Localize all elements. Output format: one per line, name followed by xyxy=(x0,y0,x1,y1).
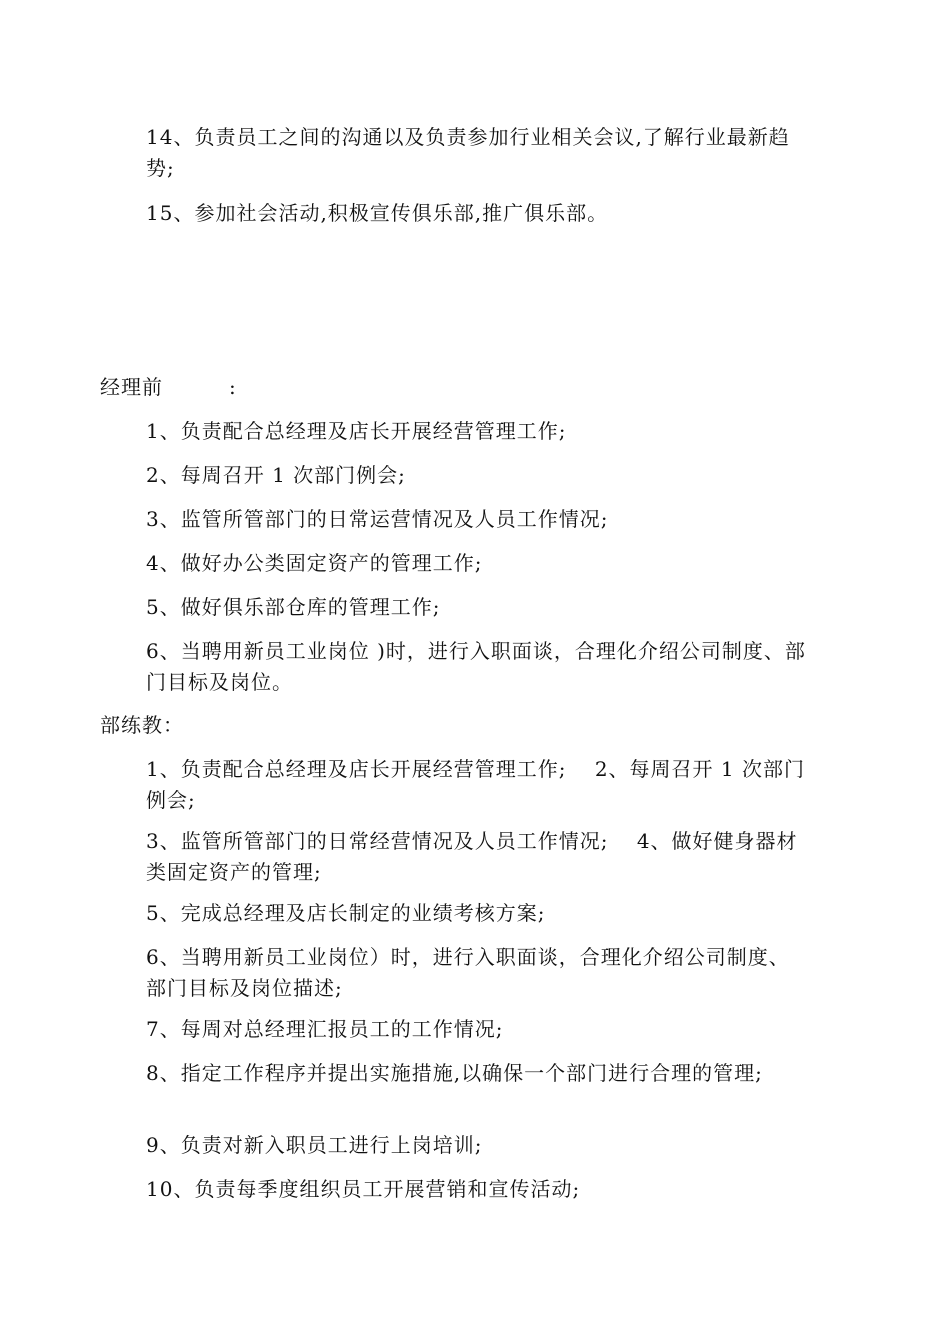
coach-item-9: 9、负责对新入职员工进行上岗培训; xyxy=(146,1133,483,1157)
manager-item-5: 5、做好俱乐部仓库的管理工作; xyxy=(146,595,441,619)
manager-item-3: 3、监管所管部门的日常运营情况及人员工作情况; xyxy=(146,507,609,531)
manager-item-4: 4、做好办公类固定资产的管理工作; xyxy=(146,551,483,575)
section-heading-coach: 部练教： xyxy=(100,713,184,737)
manager-item-2: 2、每周召开 1 次部门例会; xyxy=(146,463,406,487)
section-heading-manager xyxy=(100,372,237,402)
coach-item-7: 7、每周对总经理汇报员工的工作情况; xyxy=(146,1017,504,1041)
coach-item-3-4: 3、监管所管部门的日常经营情况及人员工作情况; 4、做好健身器材类固定资产的管理; xyxy=(146,829,798,884)
manager-item-1: 1、负责配合总经理及店长开展经营管理工作; xyxy=(146,419,567,443)
list-item-15: 15、参加社会活动,积极宣传俱乐部,推广俱乐部。 xyxy=(146,201,609,225)
section-heading-manager-colon: : xyxy=(229,375,237,399)
section-heading-manager-text: 经理前 xyxy=(100,375,163,399)
list-item-14: 14、负责员工之间的沟通以及负责参加行业相关会议,了解行业最新趋势; xyxy=(146,125,790,180)
coach-item-6: 6、当聘用新员工业岗位）时，进行入职面谈，合理化介绍公司制度、部门目标及岗位描述; xyxy=(146,945,790,1000)
coach-item-5: 5、完成总经理及店长制定的业绩考核方案; xyxy=(146,901,546,925)
coach-item-8: 8、指定工作程序并提出实施措施,以确保一个部门进行合理的管理; xyxy=(146,1061,763,1085)
manager-item-6: 6、当聘用新员工业岗位 )时，进行入职面谈，合理化介绍公司制度、部门目标及岗位。 xyxy=(146,639,806,694)
coach-item-10: 10、负责每季度组织员工开展营销和宣传活动; xyxy=(146,1177,581,1201)
coach-item-1-2: 1、负责配合总经理及店长开展经营管理工作; 2、每周召开 1 次部门例会; xyxy=(146,757,805,812)
